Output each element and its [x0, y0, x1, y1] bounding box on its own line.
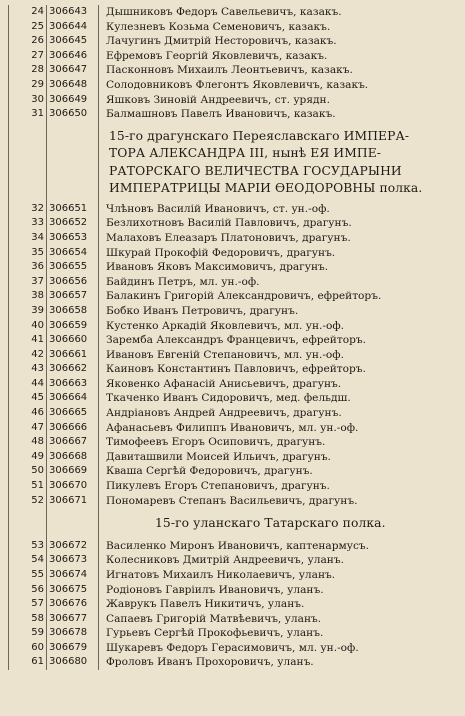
table-row [9, 63, 455, 78]
row-number: 61 [31, 656, 44, 668]
row-number: 48 [31, 436, 44, 448]
person-entry: Малаховъ Елеазаръ Платоновичъ, драгунъ. [106, 231, 351, 244]
table-row [9, 362, 455, 377]
table-row [9, 553, 455, 568]
person-entry: Афанасьевъ Филиппъ Ивановичъ, мл. ун.-оф. [106, 421, 359, 434]
section-heading-dragoons [109, 122, 455, 202]
section-dragoons [9, 202, 455, 508]
row-number: 24 [31, 6, 44, 17]
table-row [9, 464, 455, 479]
table-row [9, 333, 455, 348]
table-row [9, 406, 455, 421]
row-number: 26 [31, 35, 44, 47]
table-row [9, 568, 455, 583]
row-number: 55 [31, 568, 44, 580]
record-id: 306643 [49, 6, 88, 17]
record-id: 306648 [49, 78, 88, 90]
row-number: 28 [31, 64, 44, 76]
table-row [9, 78, 455, 93]
person-entry: Пикулевъ Егоръ Степановичъ, драгунъ. [106, 480, 330, 493]
record-id: 306670 [49, 480, 88, 492]
row-number: 29 [31, 78, 44, 90]
table-row [9, 319, 455, 334]
table-row [9, 479, 455, 494]
table-row [9, 626, 455, 641]
person-entry: Кваша Сергѣй Федоровичъ, драгунъ. [106, 465, 313, 478]
table-row [9, 494, 455, 509]
person-entry: Дышниковъ Федоръ Савельевичъ, казакъ. [106, 6, 342, 18]
record-id: 306671 [49, 494, 88, 506]
row-number: 49 [31, 450, 44, 462]
record-id: 306655 [49, 261, 88, 273]
section-heading-uhlans: 15-го уланскаго Татарскаго полка. [155, 516, 386, 531]
record-id: 306660 [49, 334, 88, 346]
person-entry: Кустенко Аркадій Яковлевичъ, мл. ун.-оф. [106, 319, 345, 332]
person-entry: Байдинъ Петръ, мл. ун.-оф. [106, 275, 260, 288]
row-number: 60 [31, 641, 44, 653]
row-number: 57 [31, 598, 44, 610]
row-number: 34 [31, 231, 44, 243]
table-row [9, 289, 455, 304]
table-row [9, 655, 455, 670]
row-number: 41 [31, 334, 44, 346]
record-id: 306661 [49, 348, 88, 360]
record-id: 306644 [49, 20, 88, 32]
record-id: 306650 [49, 108, 88, 120]
table-row [9, 260, 455, 275]
table-row [9, 5, 455, 20]
row-number: 53 [31, 539, 44, 551]
row-number: 42 [31, 348, 44, 360]
person-entry: Лачугинъ Дмитрій Несторовичъ, казакъ. [106, 35, 337, 48]
record-id: 306674 [49, 568, 88, 580]
row-number: 27 [31, 49, 44, 61]
row-number: 47 [31, 421, 44, 433]
table-row [9, 216, 455, 231]
record-id: 306645 [49, 35, 88, 47]
row-number: 54 [31, 554, 44, 566]
record-id: 306658 [49, 304, 88, 316]
table-row [9, 107, 455, 122]
person-entry: Яковенко Афанасій Анисьевичъ, драгунъ. [106, 377, 342, 390]
row-number: 58 [31, 612, 44, 624]
row-number: 56 [31, 583, 44, 595]
person-entry: Пасконновъ Михаилъ Леонтьевичъ, казакъ. [106, 64, 353, 77]
table-row [9, 246, 455, 261]
person-entry: Шукаревъ Федоръ Герасимовичъ, мл. ун.-оф. [106, 641, 359, 654]
row-number: 25 [31, 20, 44, 32]
heading-line: ИМПЕРАТРИЦЫ МАРІИ ѲЕОДОРОВНЫ полка. [109, 181, 423, 196]
record-id: 306677 [49, 612, 88, 624]
record-id: 306659 [49, 319, 88, 331]
person-entry: Гурьевъ Сергѣй Прокофьевичъ, уланъ. [106, 627, 324, 640]
row-number: 32 [31, 202, 44, 214]
person-entry: Ивановъ Евгеній Степановичъ, мл. ун.-оф. [106, 348, 344, 361]
record-id: 306665 [49, 407, 88, 419]
row-number: 52 [31, 494, 44, 506]
row-number: 31 [31, 108, 44, 120]
record-id: 306649 [49, 93, 88, 105]
record-id: 306657 [49, 290, 88, 302]
record-id: 306652 [49, 217, 88, 229]
person-entry: Ивановъ Яковъ Максимовичъ, драгунъ. [106, 261, 329, 274]
table-row [9, 377, 455, 392]
person-entry: Ткаченко Иванъ Сидоровичъ, мед. фельдш. [106, 392, 351, 405]
table-row [9, 20, 455, 35]
heading-line: РАТОРСКАГО ВЕЛИЧЕСТВА ГОСУДАРЫНИ [109, 163, 402, 178]
row-number: 45 [31, 392, 44, 404]
person-entry: Члѣновъ Василій Ивановичъ, ст. ун.-оф. [106, 202, 330, 215]
table-row [9, 49, 455, 64]
row-number: 36 [31, 261, 44, 273]
table-row [9, 93, 455, 108]
person-entry: Родіоновъ Гавріилъ Ивановичъ, уланъ. [106, 583, 324, 596]
section-uhlans [9, 539, 455, 670]
record-id: 306664 [49, 392, 88, 404]
person-entry: Балакинъ Григорій Александровичъ, ефрейторъ. [106, 290, 382, 303]
record-id: 306680 [49, 656, 88, 668]
row-number: 50 [31, 465, 44, 477]
record-id: 306666 [49, 421, 88, 433]
person-entry: Безлихотновъ Василій Павловичъ, драгунъ. [106, 217, 352, 230]
record-id: 306678 [49, 627, 88, 639]
person-entry: Колесниковъ Дмитрій Андреевичъ, уланъ. [106, 554, 344, 567]
table-row [9, 202, 455, 217]
person-entry: Фроловъ Иванъ Прохоровичъ, уланъ. [106, 656, 314, 669]
person-entry: Шкурай Прокофій Федоровичъ, драгунъ. [106, 246, 336, 259]
record-id: 306646 [49, 49, 88, 61]
table-row [9, 641, 455, 656]
record-id: 306676 [49, 598, 88, 610]
person-entry: Сапаевъ Григорій Матвѣевичъ, уланъ. [106, 612, 322, 625]
person-entry: Бобко Иванъ Петровичъ, драгунъ. [106, 304, 299, 317]
record-id: 306667 [49, 436, 88, 448]
record-id: 306663 [49, 377, 88, 389]
table-row [9, 304, 455, 319]
person-entry: Балмашновъ Павелъ Ивановичъ, казакъ. [106, 108, 336, 121]
person-entry: Андріановъ Андрей Андреевичъ, драгунъ. [106, 407, 342, 420]
table-row [9, 348, 455, 363]
table-row [9, 34, 455, 49]
row-number: 35 [31, 246, 44, 258]
row-number: 40 [31, 319, 44, 331]
record-id: 306656 [49, 275, 88, 287]
table-row [9, 612, 455, 627]
record-id: 306662 [49, 363, 88, 375]
row-number: 39 [31, 304, 44, 316]
table-row [9, 539, 455, 554]
row-number: 59 [31, 627, 44, 639]
row-number: 43 [31, 363, 44, 375]
table-row [9, 597, 455, 612]
person-entry: Солодовниковъ Флегонтъ Яковлевичъ, казакъ. [106, 78, 369, 91]
person-entry: Каиновъ Константинъ Павловичъ, ефрейторъ. [106, 363, 366, 376]
record-id: 306675 [49, 583, 88, 595]
record-id: 306651 [49, 202, 88, 214]
row-number: 44 [31, 377, 44, 389]
row-number: 30 [31, 93, 44, 105]
person-entry: Пономаревъ Степанъ Васильевичъ, драгунъ. [106, 494, 358, 507]
heading-line: 15-го драгунскаго Переяславскаго ИМПЕРА- [109, 128, 410, 143]
heading-line: ТОРА АЛЕКСАНДРА III, нынѣ ЕЯ ИМПЕ- [109, 146, 382, 161]
person-entry: Яшковъ Зиновій Андреевичъ, ст. урядн. [106, 93, 330, 106]
row-number: 51 [31, 480, 44, 492]
row-number: 38 [31, 290, 44, 302]
record-id: 306679 [49, 641, 88, 653]
person-entry: Тимофеевъ Егоръ Осиповичъ, драгунъ. [106, 436, 326, 449]
roster-table [8, 5, 455, 670]
table-row [9, 583, 455, 598]
table-row [9, 435, 455, 450]
row-number: 37 [31, 275, 44, 287]
person-entry: Василенко Миронъ Ивановичъ, каптенармусъ. [106, 539, 370, 552]
person-entry: Заремба Александръ Францевичъ, ефрейторъ. [106, 334, 366, 347]
table-row [9, 391, 455, 406]
table-row [9, 421, 455, 436]
person-entry: Ефремовъ Георгій Яковлевичъ, казакъ. [106, 49, 328, 62]
row-number: 46 [31, 407, 44, 419]
table-row [9, 450, 455, 465]
record-id: 306647 [49, 64, 88, 76]
person-entry: Игнатовъ Михаилъ Николаевичъ, уланъ. [106, 568, 336, 581]
person-entry: Кулезневъ Козьма Семеновичъ, казакъ. [106, 20, 331, 33]
record-id: 306669 [49, 465, 88, 477]
record-id: 306668 [49, 450, 88, 462]
person-entry: Жаврукъ Павелъ Никитичъ, уланъ. [106, 598, 305, 611]
record-id: 306673 [49, 554, 88, 566]
table-row [9, 275, 455, 290]
table-row [9, 231, 455, 246]
person-entry: Давиташвили Моисей Ильичъ, драгунъ. [106, 450, 331, 463]
record-id: 306672 [49, 539, 88, 551]
row-number: 33 [31, 217, 44, 229]
record-id: 306653 [49, 231, 88, 243]
section-cossacks [9, 5, 455, 122]
record-id: 306654 [49, 246, 88, 258]
